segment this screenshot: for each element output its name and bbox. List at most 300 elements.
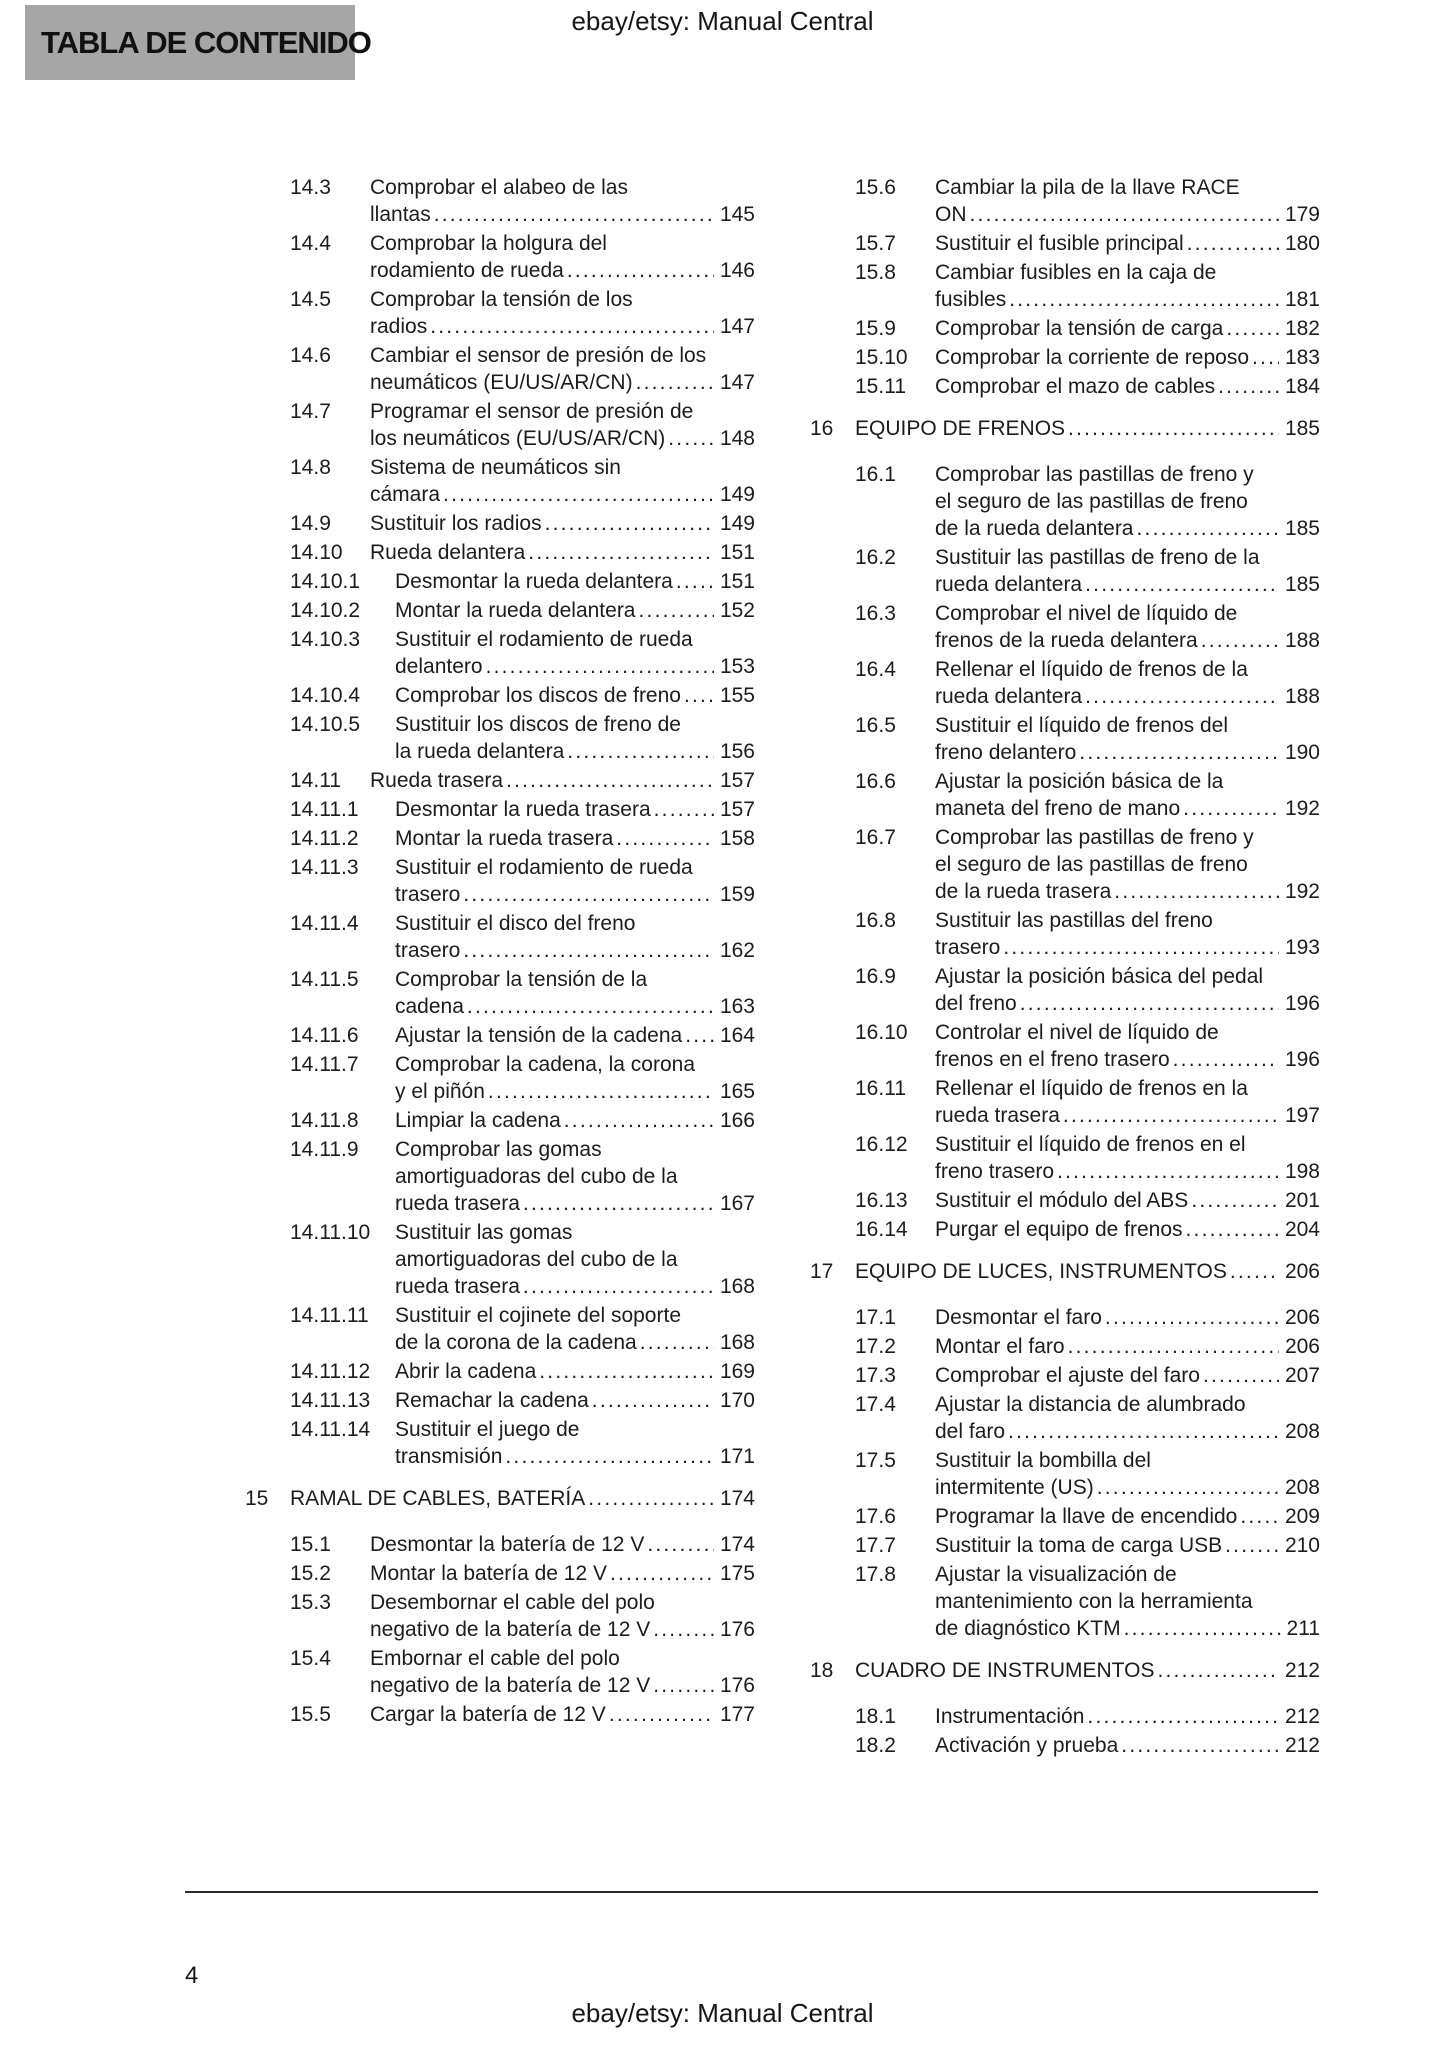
toc-entry-last-line	[395, 653, 755, 680]
dot-leader	[970, 201, 1279, 228]
toc-entry	[245, 342, 755, 396]
toc-entry-text-line: y el piñón	[395, 1080, 485, 1103]
toc-entry-number: 16.14	[855, 1218, 908, 1241]
toc-entry-text-line: Comprobar los discos de freno	[395, 684, 681, 707]
toc-entry-number: 16.9	[855, 965, 896, 988]
toc-entry-body	[370, 1701, 755, 1728]
toc-entry-last-line	[395, 993, 755, 1020]
toc-entry	[245, 626, 755, 680]
toc-entry-text-line: Comprobar el nivel de líquido de	[935, 602, 1238, 625]
toc-entry-page: 188	[1284, 685, 1320, 708]
dot-leader	[1203, 1362, 1279, 1389]
toc-entry-number: 15.5	[290, 1703, 331, 1726]
toc-entry-text-line: amortiguadoras del cubo de la	[395, 1248, 678, 1271]
toc-entry-number: 15.2	[290, 1562, 331, 1585]
toc-entry-page: 206	[1284, 1306, 1320, 1329]
toc-entry-last-line	[935, 1046, 1320, 1073]
toc-entry-page: 185	[1284, 517, 1320, 540]
toc-entry-body	[395, 682, 755, 709]
toc-entry-number: 18.1	[855, 1705, 896, 1728]
toc-entry	[245, 286, 755, 340]
toc-entry	[810, 415, 1320, 442]
toc-entry-number: 14.6	[290, 344, 331, 367]
toc-entry-body	[395, 1022, 755, 1049]
toc-entry-page: 198	[1284, 1160, 1320, 1183]
toc-entry-page: 212	[1284, 1734, 1320, 1757]
toc-entry-text-line: Sustituir la bombilla del	[935, 1449, 1151, 1472]
toc-entry-page: 185	[1284, 417, 1320, 440]
toc-entry	[245, 1107, 755, 1134]
toc-entry	[245, 1219, 755, 1300]
toc-entry	[810, 1019, 1320, 1073]
toc-entry	[810, 1362, 1320, 1389]
toc-entry	[810, 1391, 1320, 1445]
toc-entry-page: 164	[719, 1024, 755, 1047]
toc-entry-body	[370, 1560, 755, 1587]
toc-entry-text-line: de diagnóstico KTM	[935, 1617, 1121, 1640]
toc-entry-last-line	[370, 767, 755, 794]
toc-entry-text-line: trasero	[395, 939, 461, 962]
toc-entry-text-line: Comprobar las pastillas de freno y	[935, 826, 1254, 849]
toc-entry-last-line	[935, 627, 1320, 654]
toc-entry-number: 14.11.1	[290, 798, 359, 821]
dot-leader	[523, 1273, 714, 1300]
toc-entry-text-line: RAMAL DE CABLES, BATERÍA	[290, 1487, 586, 1510]
toc-entry-last-line	[935, 990, 1320, 1017]
toc-entry-text-line: Comprobar el alabeo de las	[370, 176, 628, 199]
toc-entry-text-line: del freno	[935, 992, 1017, 1015]
toc-entry-text-line: Ajustar la tensión de la cadena	[395, 1024, 683, 1047]
toc-entry	[810, 344, 1320, 371]
dot-leader	[1114, 878, 1279, 905]
toc-entry-body	[395, 568, 755, 595]
dot-leader	[486, 653, 714, 680]
toc-entry-text-line: mantenimiento con la herramienta	[935, 1590, 1253, 1613]
toc-entry-text-line: Sustituir los discos de freno de	[395, 713, 681, 736]
toc-entry-last-line	[935, 1532, 1320, 1559]
toc-entry-body	[290, 1485, 755, 1512]
dot-leader	[676, 568, 714, 595]
toc-entry-number: 17.2	[855, 1335, 896, 1358]
toc-entry-page: 185	[1284, 573, 1320, 596]
toc-entry-number: 15	[245, 1487, 269, 1510]
toc-entry-text-line: fusibles	[935, 288, 1007, 311]
toc-entry-text-line: Desembornar el cable del polo	[370, 1591, 655, 1614]
toc-entry-body	[395, 1136, 755, 1217]
toc-entry-text-line: freno delantero	[935, 741, 1077, 764]
toc-entry-number: 16.6	[855, 770, 896, 793]
toc-entry	[245, 1701, 755, 1728]
toc-entry-body	[395, 597, 755, 624]
toc-entry-number: 17.1	[855, 1306, 896, 1329]
dot-leader	[647, 1531, 714, 1558]
toc-entry-last-line	[370, 1672, 755, 1699]
toc-entry-number: 14.11.9	[290, 1138, 359, 1161]
toc-entry-page: 177	[719, 1703, 755, 1726]
dot-leader	[1252, 344, 1279, 371]
toc-entry-page: 151	[719, 541, 755, 564]
dot-leader	[1003, 934, 1279, 961]
toc-entry-page: 208	[1284, 1420, 1320, 1443]
toc-entry-text-line: CUADRO DE INSTRUMENTOS	[855, 1659, 1155, 1682]
toc-entry-number: 14.11.14	[290, 1418, 371, 1441]
toc-entry-last-line	[395, 1273, 755, 1300]
toc-entry-page: 184	[1284, 375, 1320, 398]
toc-entry-text-line: cámara	[370, 483, 441, 506]
toc-entry-number: 14.11.2	[290, 827, 359, 850]
toc-entry-body	[935, 1304, 1320, 1331]
toc-entry-number: 14.11.13	[290, 1389, 371, 1412]
toc-entry-body	[935, 963, 1320, 1017]
toc-entry	[245, 174, 755, 228]
toc-entry-page: 155	[719, 684, 755, 707]
toc-entry-last-line	[935, 571, 1320, 598]
toc-entry-last-line	[935, 739, 1320, 766]
toc-entry-page: 158	[719, 827, 755, 850]
toc-entry-text-line: Desmontar la rueda trasera	[395, 798, 651, 821]
toc-entry-page: 168	[719, 1275, 755, 1298]
toc-entry-page: 152	[719, 599, 755, 622]
toc-entry-page: 159	[719, 883, 755, 906]
dot-leader	[1201, 627, 1279, 654]
dot-leader	[636, 369, 714, 396]
toc-entry-last-line	[395, 682, 755, 709]
toc-entry-last-line	[935, 1703, 1320, 1730]
toc-entry-text-line: Sustituir el fusible principal	[935, 232, 1184, 255]
toc-entry-number: 14.11.6	[290, 1024, 359, 1047]
toc-entry-text-line: Montar la rueda delantera	[395, 599, 636, 622]
toc-entry-page: 149	[719, 483, 755, 506]
toc-entry-number: 14.5	[290, 288, 331, 311]
toc-entry-last-line	[370, 1616, 755, 1643]
dot-leader	[1020, 990, 1279, 1017]
toc-entry-number: 16.2	[855, 546, 896, 569]
toc-entry-text-line: Comprobar la tensión de los	[370, 288, 633, 311]
dot-leader	[1226, 315, 1279, 342]
toc-entry-page: 204	[1284, 1218, 1320, 1241]
toc-entry	[245, 796, 755, 823]
dot-leader	[567, 738, 714, 765]
toc-entry-page: 183	[1284, 346, 1320, 369]
page-number: 4	[185, 1962, 199, 1989]
toc-entry-last-line	[370, 481, 755, 508]
toc-entry	[810, 1532, 1320, 1559]
toc-entry-body	[395, 1219, 755, 1300]
toc-entry-page: 188	[1284, 629, 1320, 652]
toc-entry-page: 176	[719, 1674, 755, 1697]
toc-entry-text-line: EQUIPO DE LUCES, INSTRUMENTOS	[855, 1260, 1227, 1283]
toc-entry-body	[935, 1532, 1320, 1559]
toc-entry-number: 15.11	[855, 375, 906, 398]
toc-entry-page: 167	[719, 1192, 755, 1215]
dot-leader	[467, 993, 714, 1020]
toc-left-column	[245, 174, 755, 1761]
toc-entry-last-line	[395, 1107, 755, 1134]
toc-entry-last-line	[935, 683, 1320, 710]
toc-entry	[245, 1387, 755, 1414]
dot-leader	[1173, 1046, 1279, 1073]
toc-entry-number: 17.8	[855, 1563, 896, 1586]
toc-entry	[810, 1561, 1320, 1642]
toc-entry-body	[370, 1645, 755, 1699]
toc-entry-text-line: Sustituir el líquido de frenos en el	[935, 1133, 1246, 1156]
dot-leader	[653, 1616, 714, 1643]
dot-leader	[1085, 571, 1279, 598]
toc-entry-last-line	[935, 1216, 1320, 1243]
toc-entry	[245, 910, 755, 964]
toc-entry	[245, 1589, 755, 1643]
dot-leader	[685, 1022, 714, 1049]
toc-entry-text-line: rueda trasera	[395, 1192, 520, 1215]
dot-leader	[668, 425, 714, 452]
toc-entry-body	[935, 1216, 1320, 1243]
toc-entry-body	[370, 510, 755, 537]
toc-entry-page: 182	[1284, 317, 1320, 340]
dot-leader	[1225, 1532, 1279, 1559]
toc-entry-last-line	[395, 825, 755, 852]
toc-entry-body	[395, 711, 755, 765]
toc-entry-number: 17.6	[855, 1505, 896, 1528]
toc-entry-number: 17	[810, 1260, 834, 1283]
dot-leader	[463, 937, 714, 964]
toc-entry-body	[935, 373, 1320, 400]
toc-entry-number: 14.11	[290, 769, 341, 792]
toc-entry-last-line	[935, 1102, 1320, 1129]
toc-entry-last-line	[855, 415, 1320, 442]
toc-entry-text-line: Desmontar el faro	[935, 1306, 1102, 1329]
toc-entry-last-line	[935, 1474, 1320, 1501]
toc-entry-last-line	[290, 1485, 755, 1512]
toc-entry-page: 174	[719, 1487, 755, 1510]
toc-entry-body	[370, 1589, 755, 1643]
toc-entry-number: 14.11.11	[290, 1304, 369, 1327]
page-title: TABLA DE CONTENIDO	[41, 24, 371, 60]
toc-right-column	[810, 174, 1320, 1761]
toc-entry-body	[855, 1657, 1320, 1684]
toc-entry	[245, 510, 755, 537]
toc-entry-body	[855, 1258, 1320, 1285]
toc-entry-body	[395, 626, 755, 680]
dot-leader	[1009, 286, 1279, 313]
toc-entry-text-line: trasero	[935, 936, 1001, 959]
toc-entry-text-line: Embornar el cable del polo	[370, 1647, 620, 1670]
toc-entry-number: 14.11.7	[290, 1053, 359, 1076]
toc-entry-last-line	[935, 795, 1320, 822]
toc-entry-body	[935, 544, 1320, 598]
toc-entry-number: 16.3	[855, 602, 896, 625]
toc-entry	[810, 1304, 1320, 1331]
toc-entry-text-line: Rellenar el líquido de frenos de la	[935, 658, 1248, 681]
dot-leader	[523, 1190, 714, 1217]
toc-entry	[810, 824, 1320, 905]
toc-entry-body	[935, 1503, 1320, 1530]
toc-entry-last-line	[935, 934, 1320, 961]
toc-entry-page: 165	[719, 1080, 755, 1103]
toc-entry-text-line: Sustituir la toma de carga USB	[935, 1534, 1223, 1557]
toc-entry-text-line: negativo de la batería de 12 V	[370, 1618, 651, 1641]
toc-entry-page: 149	[719, 512, 755, 535]
toc-entry-last-line	[370, 1531, 755, 1558]
toc-entry-number: 14.10.3	[290, 628, 361, 651]
toc-entry-body	[370, 1531, 755, 1558]
toc-entry-body	[935, 1362, 1320, 1389]
toc-entry-number: 15.9	[855, 317, 896, 340]
dot-leader	[1068, 1333, 1279, 1360]
toc-entry-page: 151	[719, 570, 755, 593]
toc-entry-text-line: Ajustar la posición básica del pedal	[935, 965, 1264, 988]
toc-entry	[245, 1358, 755, 1385]
toc-entry-page: 166	[719, 1109, 755, 1132]
toc-entry-last-line	[855, 1657, 1320, 1684]
toc-entry-text-line: de la rueda delantera	[935, 517, 1134, 540]
toc-entry-number: 14.11.5	[290, 968, 359, 991]
toc-entry	[245, 1302, 755, 1356]
toc-entry-last-line	[370, 313, 755, 340]
toc-entry-body	[935, 907, 1320, 961]
toc-entry-body	[935, 1187, 1320, 1214]
toc-entry-text-line: rueda delantera	[935, 573, 1083, 596]
toc-entry	[245, 682, 755, 709]
toc-entry-body	[935, 768, 1320, 822]
dot-leader	[1157, 1657, 1278, 1684]
toc-entry-last-line	[370, 510, 755, 537]
toc-entry-number: 16.8	[855, 909, 896, 932]
toc-entry-text-line: la rueda delantera	[395, 740, 565, 763]
toc-entry-text-line: Instrumentación	[935, 1705, 1085, 1728]
toc-entry	[245, 1416, 755, 1470]
toc-entry-number: 16.12	[855, 1133, 908, 1156]
toc-entry	[245, 1485, 755, 1512]
toc-entry-page: 180	[1284, 232, 1320, 255]
toc-entry-body	[395, 1051, 755, 1105]
toc-entry-page: 157	[719, 798, 755, 821]
toc-entry-text-line: llantas	[370, 203, 431, 226]
toc-entry	[810, 600, 1320, 654]
toc-entry-body	[935, 1703, 1320, 1730]
dot-leader	[564, 1107, 714, 1134]
toc-entry-body	[395, 796, 755, 823]
dot-leader	[505, 1443, 714, 1470]
footer-tag: ebay/etsy: Manual Central	[571, 1998, 874, 2028]
toc-entry-text-line: Sustituir las pastillas de freno de la	[935, 546, 1260, 569]
toc-entry-body	[935, 461, 1320, 542]
toc-entry	[245, 854, 755, 908]
toc-entry-page: 163	[719, 995, 755, 1018]
toc-entry-last-line	[935, 230, 1320, 257]
toc-entry-page: 210	[1284, 1534, 1320, 1557]
dot-leader	[1063, 1102, 1279, 1129]
toc-entry-text-line: Activación y prueba	[935, 1734, 1119, 1757]
toc-entry	[245, 1560, 755, 1587]
toc-entry-body	[395, 1416, 755, 1470]
toc-entry-number: 18	[810, 1659, 834, 1682]
toc-entry-text-line: Rueda trasera	[370, 769, 504, 792]
toc-entry-page: 156	[719, 740, 755, 763]
dot-leader	[1230, 1258, 1279, 1285]
toc-entry-page: 197	[1284, 1104, 1320, 1127]
toc-entry-page: 147	[719, 371, 755, 394]
toc-entry-last-line	[395, 1190, 755, 1217]
toc-entry	[810, 230, 1320, 257]
toc-entry	[245, 1051, 755, 1105]
toc-entry-number: 18.2	[855, 1734, 896, 1757]
toc-entry-text-line: Ajustar la visualización de	[935, 1563, 1177, 1586]
toc-entry-body	[935, 824, 1320, 905]
toc-entry-last-line	[370, 201, 755, 228]
toc-entry-page: 190	[1284, 741, 1320, 764]
toc-entry-text-line: negativo de la batería de 12 V	[370, 1674, 651, 1697]
toc-entry	[245, 825, 755, 852]
dot-leader	[443, 481, 714, 508]
toc-entry-number: 14.11.4	[290, 912, 359, 935]
toc-entry-last-line	[855, 1258, 1320, 1285]
toc-entry-page: 153	[719, 655, 755, 678]
toc-entry-text-line: Comprobar la tensión de la	[395, 968, 648, 991]
toc-entry-number: 17.4	[855, 1393, 896, 1416]
toc-entry-body	[935, 315, 1320, 342]
toc-entry-text-line: intermitente (US)	[935, 1476, 1094, 1499]
toc-entry-page: 145	[719, 203, 755, 226]
toc-entry-body	[370, 342, 755, 396]
toc-entry-text-line: Cambiar fusibles en la caja de	[935, 261, 1217, 284]
toc-entry-text-line: trasero	[395, 883, 461, 906]
toc-entry-text-line: Sustituir el juego de	[395, 1418, 580, 1441]
toc-entry-page: 171	[719, 1445, 755, 1468]
toc-entry	[810, 1075, 1320, 1129]
toc-entry	[245, 539, 755, 566]
toc-entry-number: 14.9	[290, 512, 331, 535]
dot-leader	[1068, 415, 1279, 442]
toc-entry-text-line: transmisión	[395, 1445, 503, 1468]
toc-entry-page: 176	[719, 1618, 755, 1641]
toc-entry	[810, 373, 1320, 400]
toc-entry-page: 181	[1284, 288, 1320, 311]
dot-leader	[1191, 1187, 1279, 1214]
toc-entry	[810, 1131, 1320, 1185]
toc-entry-body	[395, 1302, 755, 1356]
toc-entry	[245, 1022, 755, 1049]
toc-entry-page: 146	[719, 259, 755, 282]
toc-entry-body	[935, 1333, 1320, 1360]
toc-entry-page: 212	[1284, 1659, 1320, 1682]
toc-entry-body	[395, 1387, 755, 1414]
toc-entry-body	[370, 767, 755, 794]
dot-leader	[1240, 1503, 1279, 1530]
toc-entry-text-line: Desmontar la batería de 12 V	[370, 1533, 645, 1556]
dot-leader	[1057, 1158, 1279, 1185]
toc-entry-page: 208	[1284, 1476, 1320, 1499]
dot-leader	[610, 1560, 714, 1587]
dot-leader	[609, 1701, 714, 1728]
toc-entry-body	[935, 1561, 1320, 1642]
toc-entry-last-line	[395, 597, 755, 624]
toc-entry	[810, 1732, 1320, 1759]
dot-leader	[488, 1078, 714, 1105]
toc-entry-number: 16	[810, 417, 834, 440]
toc-entry-text-line: rueda trasera	[935, 1104, 1060, 1127]
toc-entry-body	[935, 1131, 1320, 1185]
toc-entry-text-line: Comprobar la corriente de reposo	[935, 346, 1249, 369]
toc-entry-number: 14.8	[290, 456, 331, 479]
toc-entry	[245, 767, 755, 794]
dot-leader	[463, 881, 714, 908]
dot-leader	[1105, 1304, 1279, 1331]
toc-entry	[245, 711, 755, 765]
toc-entry	[245, 597, 755, 624]
toc-entry-text-line: delantero	[395, 655, 483, 678]
toc-entry-page: 201	[1284, 1189, 1320, 1212]
dot-leader	[567, 257, 714, 284]
